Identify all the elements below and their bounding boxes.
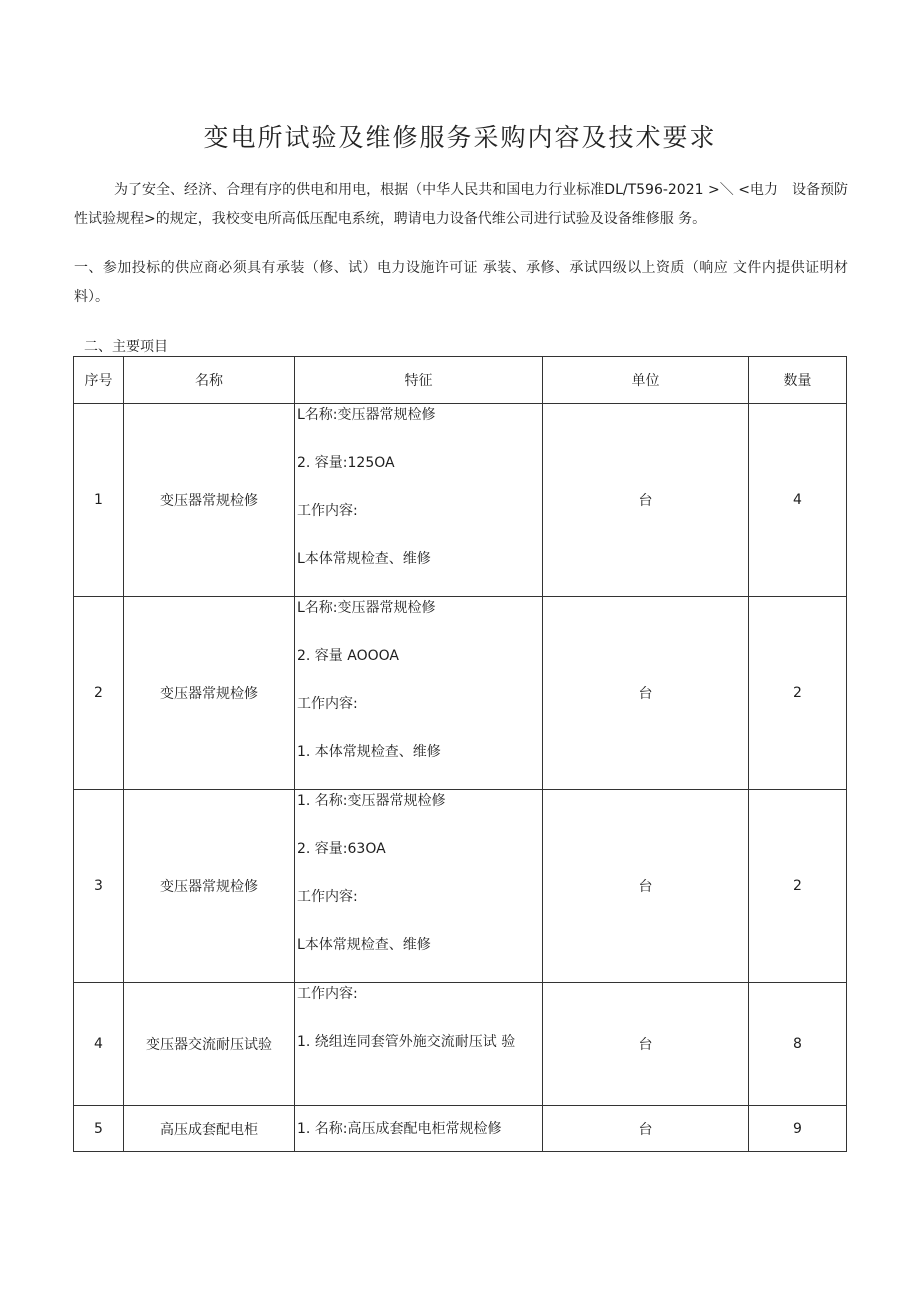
row-qty: 4 <box>749 404 847 597</box>
feature-line: 2. 容量 AOOOA <box>297 648 399 664</box>
table-header-row <box>74 357 847 404</box>
header-feature: 特征 <box>295 357 543 404</box>
qualification-paragraph: 一、参加投标的供应商必须具有承装（修、试）电力设施许可证 承装、承修、承试四级以上资质（响应 文件内提供证明材料）。 <box>74 260 848 305</box>
feature-line: 1. 本体常规检查、维修 <box>297 744 441 760</box>
table-row <box>74 404 847 597</box>
row-unit: 台 <box>543 404 749 597</box>
table-row <box>74 983 847 1106</box>
row-qty: 2 <box>749 597 847 790</box>
feature-line: L名称:变压器常规检修 <box>297 407 436 423</box>
row-unit: 台 <box>543 1106 749 1152</box>
row-features <box>295 1106 543 1152</box>
intro-paragraph: 为了安全、经济、合理有序的供电和用电，根据（中华人民共和国电力行业标准DL/T596-2021 >＼ <电力 设备预防性试验规程>的规定，我校变电所高低压配电系统，聘请电力设备代维公司进行试验及设备维修服 务。 <box>74 182 848 227</box>
row-unit: 台 <box>543 790 749 983</box>
row-no: 4 <box>74 983 124 1106</box>
header-unit: 单位 <box>543 357 749 404</box>
feature-line: 工作内容: <box>297 696 358 712</box>
feature-line: L本体常规检查、维修 <box>297 551 431 567</box>
row-features <box>295 790 543 983</box>
header-no: 序号 <box>74 357 124 404</box>
table-row <box>74 790 847 983</box>
feature-line: 1. 名称:变压器常规检修 <box>297 793 446 809</box>
feature-line: 工作内容: <box>297 986 358 1002</box>
row-name: 变压器常规检修 <box>124 597 295 790</box>
row-unit: 台 <box>543 597 749 790</box>
header-qty: 数量 <box>749 357 847 404</box>
row-name: 高压成套配电柜 <box>124 1106 295 1152</box>
row-features <box>295 983 543 1106</box>
row-no: 3 <box>74 790 124 983</box>
header-name: 名称 <box>124 357 295 404</box>
feature-line: 2. 容量:125OA <box>297 455 395 471</box>
feature-line: L本体常规检查、维修 <box>297 937 431 953</box>
feature-line: 工作内容: <box>297 889 358 905</box>
row-name: 变压器常规检修 <box>124 790 295 983</box>
row-qty: 2 <box>749 790 847 983</box>
feature-line: 工作内容: <box>297 503 358 519</box>
row-name: 变压器常规检修 <box>124 404 295 597</box>
section-label-main-items: 二、主要项目 <box>84 339 168 355</box>
feature-line: 1. 名称:高压成套配电柜常规检修 <box>297 1120 502 1137</box>
feature-line: 2. 容量:63OA <box>297 841 386 857</box>
row-no: 2 <box>74 597 124 790</box>
row-name: 变压器交流耐压试验 <box>124 983 295 1106</box>
row-unit: 台 <box>543 983 749 1106</box>
document-title: 变电所试验及维修服务采购内容及技术要求 <box>203 123 717 152</box>
row-no: 5 <box>74 1106 124 1152</box>
row-qty: 9 <box>749 1106 847 1152</box>
row-features <box>295 404 543 597</box>
feature-line: L名称:变压器常规检修 <box>297 600 436 616</box>
row-no: 1 <box>74 404 124 597</box>
feature-line: 1. 绕组连同套管外施交流耐压试 验 <box>297 1034 516 1050</box>
items-table <box>73 356 847 1152</box>
row-qty: 8 <box>749 983 847 1106</box>
table-row <box>74 597 847 790</box>
row-features <box>295 597 543 790</box>
table-row <box>74 1106 847 1152</box>
